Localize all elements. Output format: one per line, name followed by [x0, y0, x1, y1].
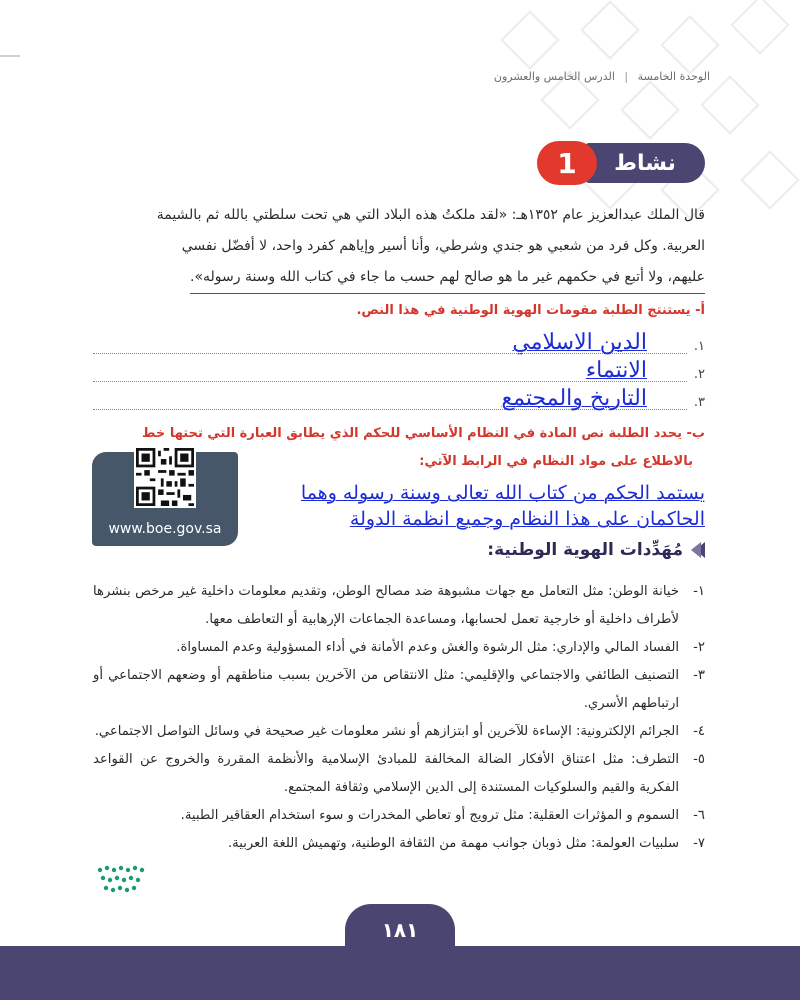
activity-heading — [525, 142, 705, 186]
threat-text: الفساد المالي والإداري: مثل الرشوة والغش وعدم الأمانة في أداء المسؤولية وعدم المساواة. — [176, 640, 679, 655]
threat-number: ٢- — [693, 640, 705, 655]
question-a: أ- يستنتج الطلبة مقومات الهوية الوطنية في هذا النص. — [356, 303, 705, 318]
unit-label: الوحدة الخامسة — [637, 70, 710, 83]
threat-number: ٧- — [693, 836, 705, 851]
vision-logo-icon — [92, 858, 152, 898]
answer-number: ١. — [693, 339, 705, 354]
threats-list — [93, 578, 705, 858]
threat-item — [93, 802, 705, 830]
threat-number: ٣- — [693, 668, 705, 683]
threat-text: التصنيف الطائفي والاجتماعي والإقليمي: مثل الانتقاص من الآخرين بسبب مناطقهم أو وضعهم الاجتماعي أو ارتباطهم الأسري. — [93, 668, 679, 711]
threat-item — [93, 830, 705, 858]
qr-code-icon[interactable] — [134, 446, 196, 508]
activity-label: نشاط — [585, 143, 705, 183]
handwritten-line: يستمد الحكم من كتاب الله تعالى وسنة رسوله وهما — [300, 482, 705, 504]
lesson-label: الدرس الخامس والعشرون — [493, 70, 615, 83]
threat-item — [93, 718, 705, 746]
threat-number: ٥- — [693, 752, 705, 767]
answer-number: ٢. — [693, 367, 705, 382]
answer-row — [93, 326, 705, 354]
threat-item — [93, 662, 705, 718]
answer-line[interactable] — [93, 386, 687, 411]
answer-row — [93, 382, 705, 410]
handwritten-line: الحاكمان على هذا النظام وجميع انظمة الدولة — [349, 508, 705, 530]
threat-text: السموم و المؤثرات العقلية: مثل ترويج أو تعاطي المخدرات و سوء استخدام العقاقير الطبية. — [180, 808, 679, 823]
threat-number: ١- — [693, 584, 705, 599]
threat-text: سلبيات العولمة: مثل ذوبان جوانب مهمة من الثقافة الوطنية، وتهميش اللغة العربية. — [227, 836, 679, 851]
answer-line[interactable] — [93, 358, 687, 383]
handwritten-answer: الدين الاسلامي — [512, 330, 647, 355]
activity-number: 1 — [537, 141, 597, 185]
threat-text: التطرف: مثل اعتناق الأفكار الضالة المخالفة للمبادئ الإسلامية والأنظمة المقررة والخروج عن القواعد الفكرية والقيم والسلوكيات المستندة إلى الدين الإسلامي وثقافة المجتمع. — [93, 752, 679, 795]
page-number: ١٨١ — [345, 904, 455, 956]
page-header — [494, 70, 710, 83]
answer-number: ٣. — [693, 395, 705, 410]
threat-item — [93, 746, 705, 802]
handwritten-answer: التاريخ والمجتمع — [501, 386, 647, 411]
quote-line: قال الملك عبدالعزيز عام ١٣٥٢هـ: «لقد ملكتُ هذه البلاد التي هي تحت سلطتي بالله ثم بالشيمة — [156, 207, 705, 223]
threat-number: ٤- — [693, 724, 705, 739]
answer-list — [93, 326, 705, 410]
header-separator: | — [624, 70, 629, 83]
answer-row — [93, 354, 705, 382]
king-quote — [93, 200, 705, 294]
quote-line-underlined: عليهم، ولا أتبع في حكمهم غير ما هو صالح لهم حسب ما جاء في كتاب الله وسنة رسوله». — [190, 262, 705, 294]
threat-item — [93, 578, 705, 634]
qr-link-box[interactable] — [92, 452, 238, 546]
handwritten-answer: الانتماء — [585, 358, 647, 383]
double-chevron-icon — [691, 542, 705, 558]
threats-title: مُهَدِّدات الهوية الوطنية: — [487, 540, 683, 560]
question-b-line1: ب- يحدد الطلبة نص المادة في النظام الأساسي للحكم الذي يطابق العبارة التي تحتها خط — [142, 426, 705, 441]
margin-mark — [0, 55, 20, 57]
answer-line[interactable] — [93, 330, 687, 355]
question-b-line2: بالاطلاع على مواد النظام في الرابط الآتي: — [419, 454, 693, 469]
threat-text: خيانة الوطن: مثل التعامل مع جهات مشبوهة ضد مصالح الوطن، وتقديم معلومات داخلية غير مرخص بنشرها لأطراف داخلية أو خارجية تعمل لحسابها، ومساعدة الجماعات الإرهابية أو التعاطف معها. — [93, 584, 679, 627]
threats-heading — [487, 540, 705, 560]
quote-line: العربية. وكل فرد من شعبي هو جندي وشرطي، وأنا أسير وإياهم كفرد واحد، لا أفضّل نفسي — [181, 238, 705, 254]
threat-item — [93, 634, 705, 662]
handwritten-answer-b — [285, 480, 705, 532]
threat-text: الجرائم الإلكترونية: الإساءة للآخرين أو ابتزازهم أو نشر معلومات غير صحيحة في وسائل التواصل الاجتماعي. — [94, 724, 679, 739]
threat-number: ٦- — [693, 808, 705, 823]
qr-url[interactable]: www.boe.gov.sa — [108, 521, 222, 537]
